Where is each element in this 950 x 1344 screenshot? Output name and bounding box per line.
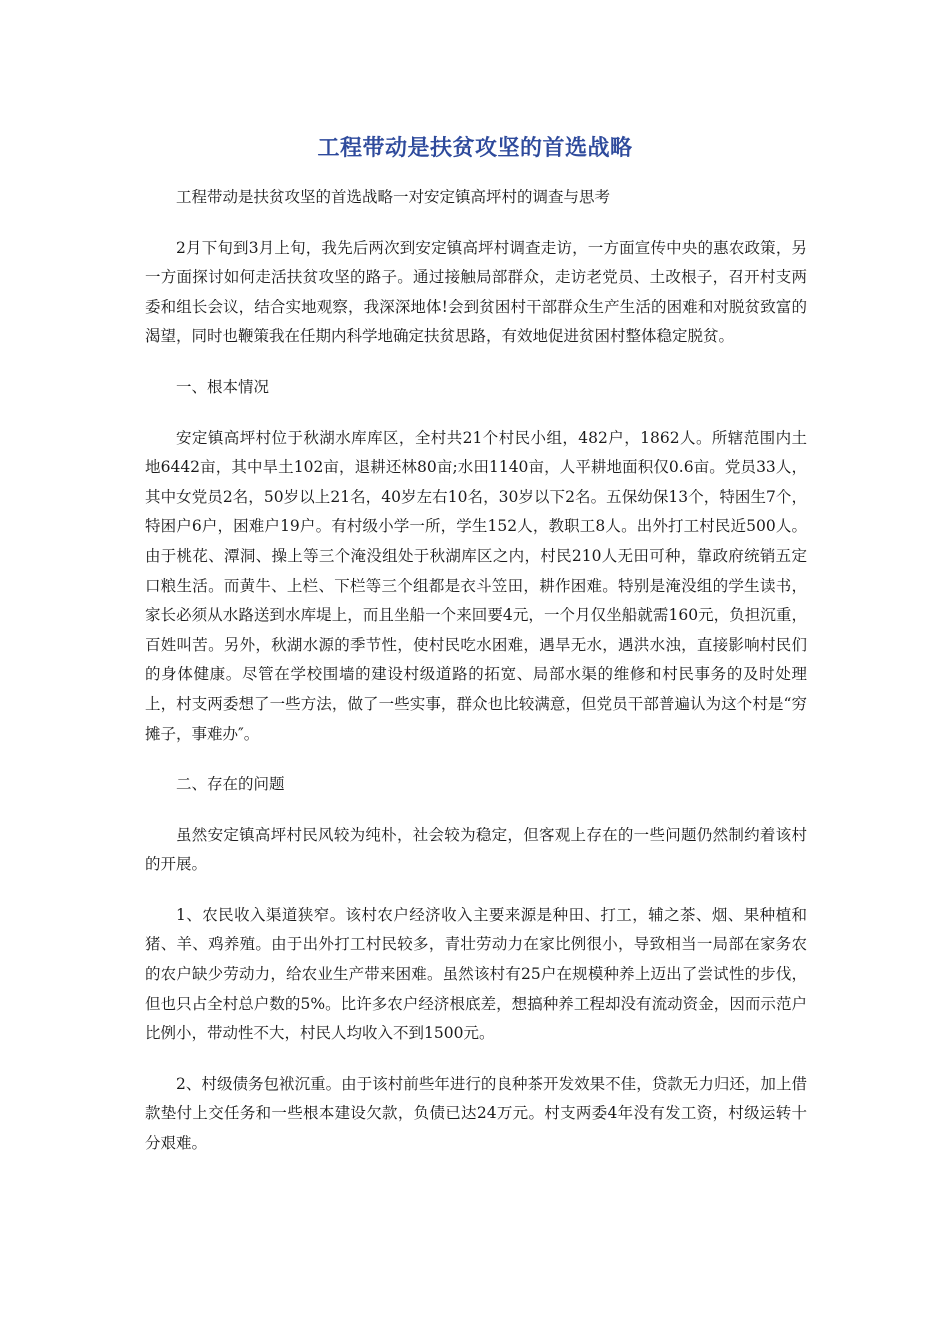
paragraph-problems-intro: 虽然安定镇高坪村民风较为纯朴，社会较为稳定，但客观上存在的一些问题仍然制约着该村的开展。 <box>145 825 807 874</box>
paragraph-intro: 2月下旬到3月上旬，我先后两次到安定镇高坪村调查走访，一方面宣传中央的惠农政策，另一方面探讨如何走活扶贫攻坚的路子。通过接触局部群众，走访老党员、土改根子，召开村支两委和组长会议，结合实地观察，我深深地体!会到贫困村干部群众生产生活的困难和对脱贫致富的渴望，同时也鞭策我在任期内科学地确定扶贫思路，有效地促进贫困村整体稳定脱贫。 <box>145 238 807 346</box>
section-heading-problems: 二、存在的问题 <box>176 775 285 794</box>
paragraph-basic-situation: 安定镇高坪村位于秋湖水库库区，全村共21个村民小组，482户，1862人。所辖范围内土地6442亩，其中旱土102亩，退耕还林80亩;水田1140亩，人平耕地面积仅0.6亩。党员33人，其中女党员2名，50岁以上21名，40岁左右10名，30岁以下2名。五保幼保13个，特困生7个，特困户6户，困难户19户。有村级小学一所，学生152人，教职工8人。出外打工村民近500人。由于桃花、潭洞、操上等三个淹没组处于秋湖库区之内，村民210人无田可种，靠政府统销五定口粮生活。而黄牛、上栏、下栏等三个组都是衣斗笠田，耕作困难。特别是淹没组的学生读书，家长必须从水路送到水库堤上，而且坐船一个来回要4元，一个月仅坐船就需160元，负担沉重，百姓叫苦。另外，秋湖水源的季节性，使村民吃水困难，遇旱无水，遇洪水浊，直接影响村民们的身体健康。尽管在学校围墙的建设村级道路的拓宽、局部水渠的维修和村民事务的及时处理上，村支两委想了一些方法，做了一些实事，群众也比较满意，但党员干部普遍认为这个村是“穷摊子，事难办″。 <box>145 428 807 743</box>
paragraph-problem-income: 1、农民收入渠道狭窄。该村农户经济收入主要来源是种田、打工，辅之茶、烟、果种植和猪、羊、鸡养殖。由于出外打工村民较多，青壮劳动力在家比例很小，导致相当一局部在家务农的农户缺少劳动力，给农业生产带来困难。虽然该村有25户在规模种养上迈出了尝试性的步伐，但也只占全村总户数的5%。比许多农户经济根底差，想搞种养工程却没有流动资金，因而示范户比例小，带动性不大，村民人均收入不到1500元。 <box>145 905 807 1043</box>
paragraph-problem-debt: 2、村级债务包袱沉重。由于该村前些年进行的良种茶开发效果不佳，贷款无力归还，加上借款垫付上交任务和一些根本建设欠款，负债已达24万元。村支两委4年没有发工资，村级运转十分艰难。 <box>145 1074 807 1153</box>
document-title: 工程带动是扶贫攻坚的首选战略 <box>317 136 633 161</box>
paragraph-subtitle: 工程带动是扶贫攻坚的首选战略一对安定镇高坪村的调查与思考 <box>176 188 611 206</box>
section-heading-basic-situation: 一、根本情况 <box>176 377 270 396</box>
document-body <box>145 183 807 1180</box>
